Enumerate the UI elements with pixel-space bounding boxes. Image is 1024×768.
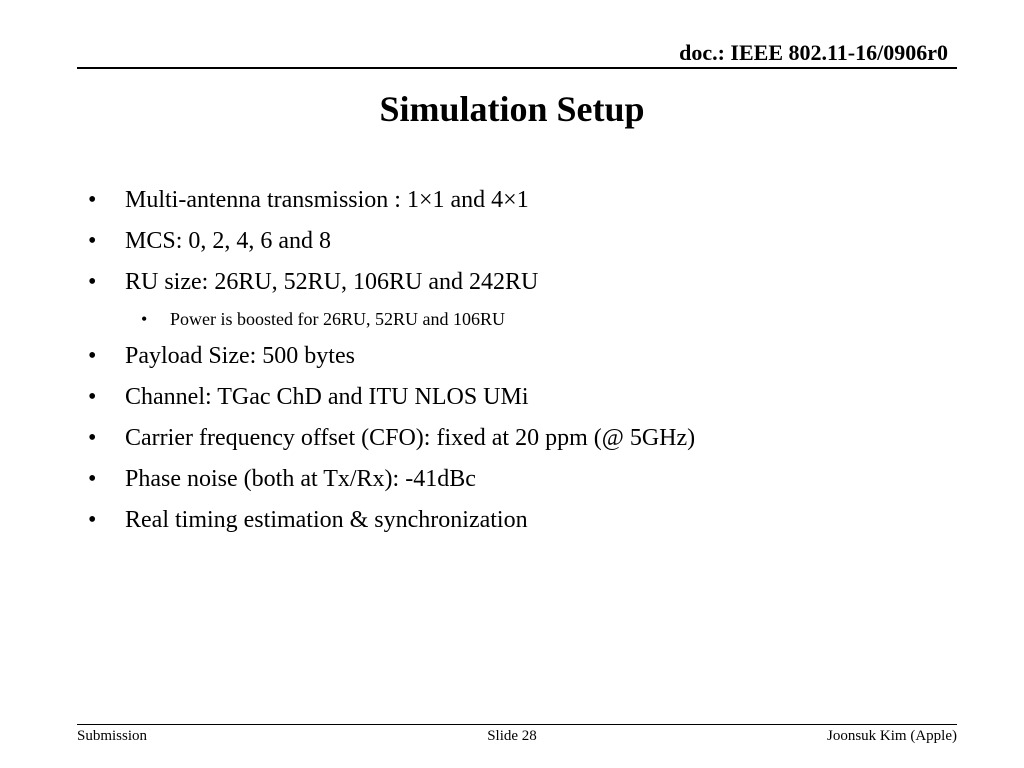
bullet-text: Real timing estimation & synchronization <box>125 507 528 533</box>
bullet-icon: • <box>88 187 97 213</box>
bullet-text: MCS: 0, 2, 4, 6 and 8 <box>125 228 332 254</box>
bullet-icon: • <box>88 343 97 369</box>
bullet-item <box>88 425 695 452</box>
bullet-icon: • <box>141 309 148 329</box>
bullet-item <box>88 343 355 370</box>
bullet-icon: • <box>88 507 97 533</box>
bullet-text: Carrier frequency offset (CFO): fixed at 20 ppm (@ 5GHz) <box>125 425 696 451</box>
document-id: doc.: IEEE 802.11-16/0906r0 <box>679 40 948 65</box>
bullet-text: Multi-antenna transmission : 1×1 and 4×1 <box>125 187 529 213</box>
bullet-icon: • <box>88 466 97 492</box>
sub-bullet-text: Power is boosted for 26RU, 52RU and 106RU <box>170 309 505 329</box>
bullet-item <box>88 228 331 255</box>
bullet-text: Phase noise (both at Tx/Rx): -41dBc <box>125 466 476 492</box>
bullet-item <box>88 269 538 296</box>
sub-bullet-item <box>141 309 505 330</box>
bullet-text: Channel: TGac ChD and ITU NLOS UMi <box>125 384 529 410</box>
bullet-item <box>88 187 529 214</box>
bullet-icon: • <box>88 228 97 254</box>
bullet-item <box>88 384 529 411</box>
footer-divider <box>77 724 957 725</box>
slide-title: Simulation Setup <box>379 89 645 129</box>
footer-slide-number: Slide 28 <box>487 728 537 744</box>
bullet-item <box>88 466 476 493</box>
bullet-text: RU size: 26RU, 52RU, 106RU and 242RU <box>125 269 539 295</box>
bullet-icon: • <box>88 384 97 410</box>
bullet-item <box>88 507 528 534</box>
footer-author: Joonsuk Kim (Apple) <box>827 728 957 744</box>
bullet-icon: • <box>88 269 97 295</box>
bullet-icon: • <box>88 425 97 451</box>
bullet-text: Payload Size: 500 bytes <box>125 343 355 369</box>
footer-submission: Submission <box>77 728 148 744</box>
